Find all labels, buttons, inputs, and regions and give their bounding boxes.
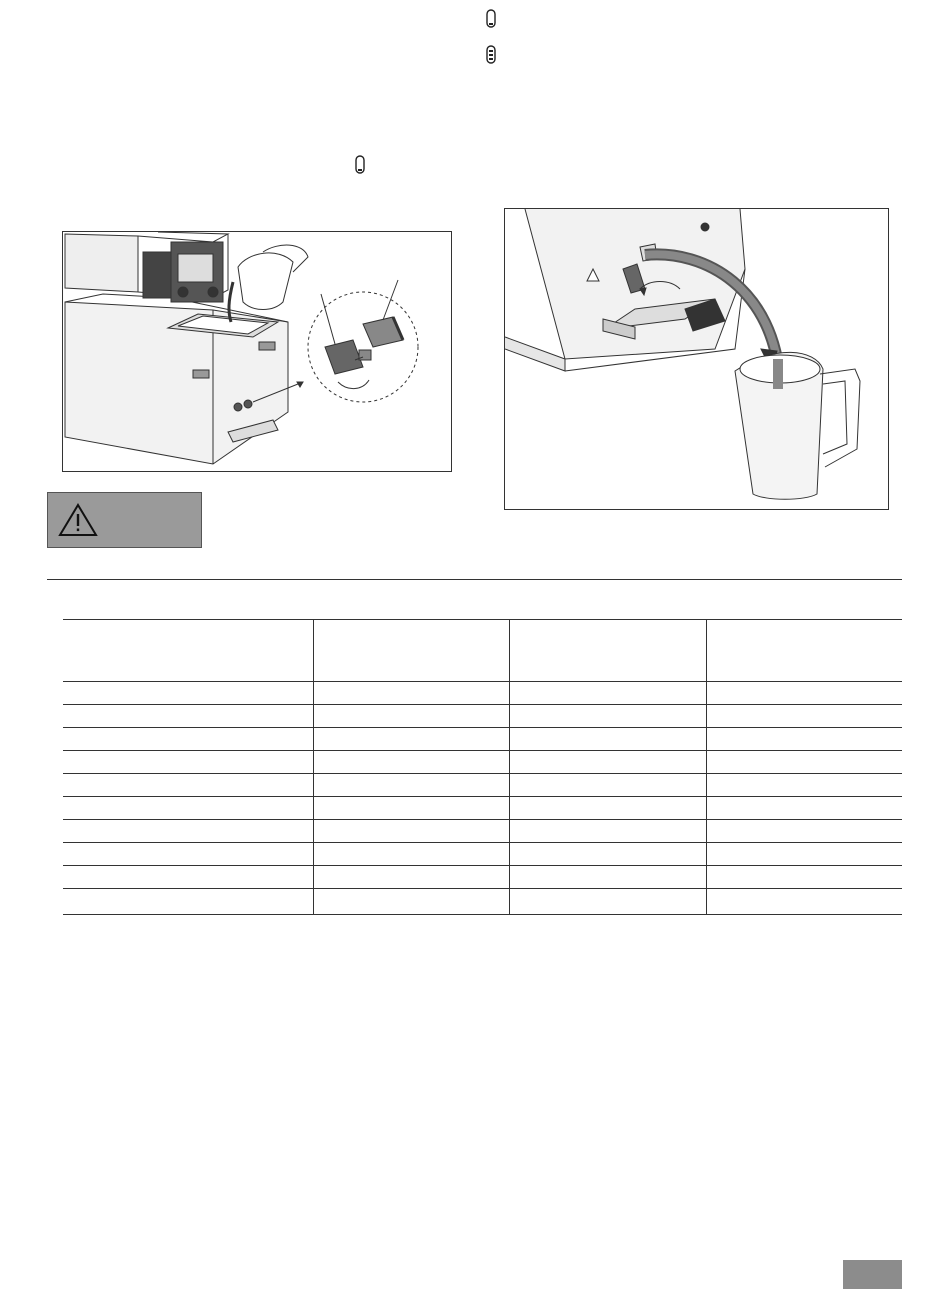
table-cell bbox=[63, 820, 313, 843]
table-row bbox=[63, 682, 902, 705]
table-header-row bbox=[63, 620, 902, 682]
table-cell bbox=[509, 797, 706, 820]
device-draining-illustration bbox=[505, 209, 888, 509]
table-cell bbox=[706, 866, 902, 889]
table-cell bbox=[63, 843, 313, 866]
table-cell bbox=[313, 866, 509, 889]
table-header-cell bbox=[706, 620, 902, 682]
table-row bbox=[63, 820, 902, 843]
table-cell bbox=[63, 774, 313, 797]
fluid-level-full-icon bbox=[486, 45, 496, 65]
table-cell bbox=[313, 728, 509, 751]
figure-draining-device bbox=[504, 208, 889, 510]
page-number-tab bbox=[843, 1260, 902, 1289]
table-cell bbox=[313, 889, 509, 915]
table-cell bbox=[63, 751, 313, 774]
fluid-level-low-icon bbox=[486, 9, 496, 29]
table-row bbox=[63, 889, 902, 915]
section-divider bbox=[47, 579, 902, 580]
table-cell bbox=[706, 889, 902, 915]
table-cell bbox=[706, 797, 902, 820]
table-header-cell bbox=[313, 620, 509, 682]
table-header-cell bbox=[509, 620, 706, 682]
table-cell bbox=[706, 705, 902, 728]
table-cell bbox=[706, 728, 902, 751]
table-cell bbox=[509, 843, 706, 866]
table-cell bbox=[63, 682, 313, 705]
table-cell bbox=[706, 820, 902, 843]
table-cell bbox=[63, 866, 313, 889]
table-cell bbox=[509, 889, 706, 915]
table-cell bbox=[313, 751, 509, 774]
table-cell bbox=[313, 705, 509, 728]
specification-table bbox=[63, 619, 902, 915]
table-cell bbox=[313, 682, 509, 705]
table-cell bbox=[706, 843, 902, 866]
table-row bbox=[63, 705, 902, 728]
warning-triangle-icon bbox=[58, 503, 98, 537]
table-cell bbox=[509, 866, 706, 889]
table-cell bbox=[313, 843, 509, 866]
table-cell bbox=[313, 820, 509, 843]
warning-box bbox=[47, 492, 202, 548]
table-cell bbox=[313, 774, 509, 797]
table-header-cell bbox=[63, 620, 313, 682]
table-row bbox=[63, 843, 902, 866]
table-cell bbox=[509, 751, 706, 774]
device-filling-illustration bbox=[63, 232, 451, 471]
table-cell bbox=[706, 682, 902, 705]
table-cell bbox=[509, 774, 706, 797]
table-cell bbox=[509, 728, 706, 751]
table-cell bbox=[313, 797, 509, 820]
table-cell bbox=[63, 705, 313, 728]
table-row bbox=[63, 774, 902, 797]
table-cell bbox=[509, 705, 706, 728]
table-cell bbox=[509, 820, 706, 843]
table-cell bbox=[63, 889, 313, 915]
table-row bbox=[63, 866, 902, 889]
table-cell bbox=[706, 774, 902, 797]
table-cell bbox=[63, 728, 313, 751]
fluid-level-low-icon-2 bbox=[355, 155, 365, 175]
table-row bbox=[63, 797, 902, 820]
table-row bbox=[63, 728, 902, 751]
table-cell bbox=[509, 682, 706, 705]
table-row bbox=[63, 751, 902, 774]
table-cell bbox=[63, 797, 313, 820]
figure-filling-device bbox=[62, 231, 452, 472]
table-cell bbox=[706, 751, 902, 774]
